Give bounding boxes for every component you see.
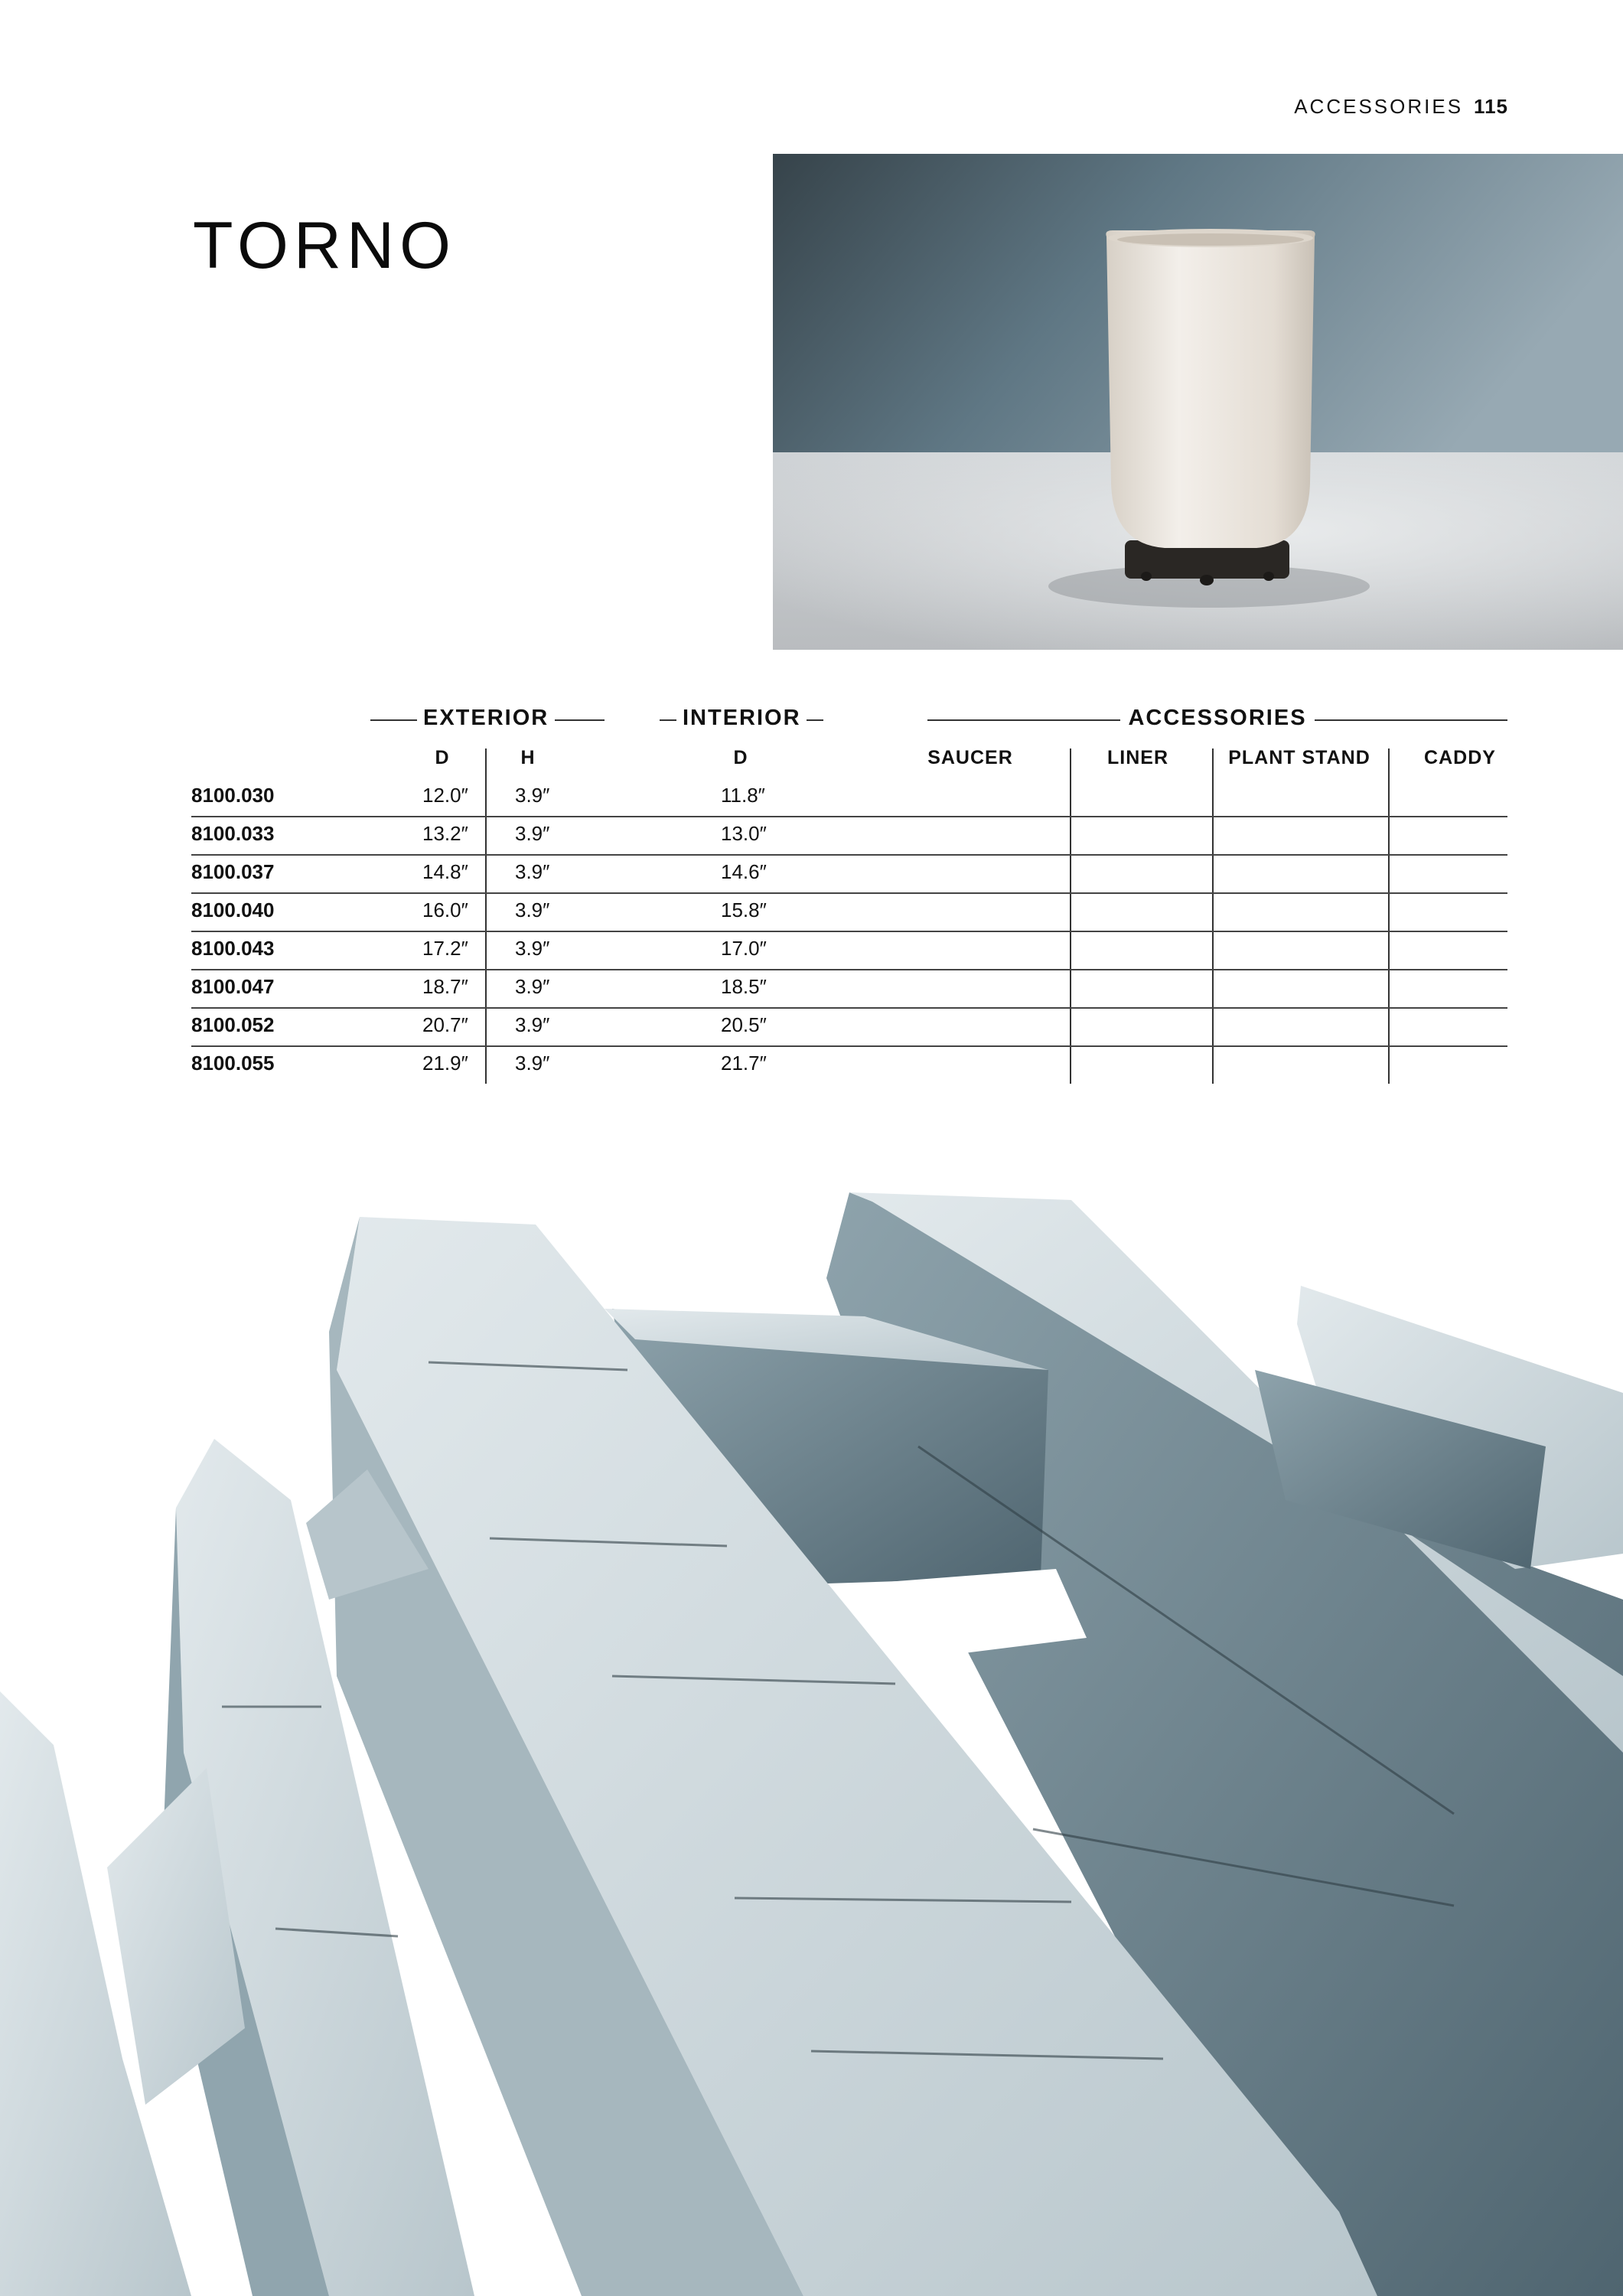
row-ext-h: 3.9″ (515, 784, 550, 807)
page-number: 115 (1474, 95, 1508, 118)
col-liner: LINER (1107, 747, 1168, 768)
col-ext-d: D (435, 747, 450, 768)
row-ext-h: 3.9″ (515, 822, 550, 845)
row-int-d: 20.5″ (721, 1013, 767, 1036)
col-divider (1212, 748, 1214, 1084)
col-int-d: D (733, 747, 748, 768)
col-divider (1070, 748, 1071, 1084)
row-code: 8100.037 (191, 860, 275, 883)
row-ext-h: 3.9″ (515, 1052, 550, 1075)
group-exterior: EXTERIOR (417, 706, 555, 731)
row-int-d: 14.6″ (721, 860, 767, 883)
product-photo (773, 154, 1623, 650)
row-ext-h: 3.9″ (515, 1013, 550, 1036)
row-divider (191, 892, 1507, 894)
row-ext-d: 20.7″ (422, 1013, 468, 1036)
row-divider (191, 1007, 1507, 1009)
spec-table (0, 689, 1623, 1102)
row-code: 8100.030 (191, 784, 275, 807)
row-code: 8100.040 (191, 899, 275, 921)
row-divider (191, 969, 1507, 970)
group-accessories: ACCESSORIES (1120, 706, 1315, 731)
row-int-d: 17.0″ (721, 937, 767, 960)
row-ext-h: 3.9″ (515, 975, 550, 998)
col-caddy: CADDY (1424, 747, 1496, 768)
row-ext-d: 14.8″ (422, 860, 468, 883)
row-ext-d: 18.7″ (422, 975, 468, 998)
row-int-d: 13.0″ (721, 822, 767, 845)
col-plant-stand: PLANT STAND (1228, 747, 1370, 768)
product-title: TORNO (193, 209, 456, 282)
running-header (1294, 95, 1508, 119)
row-divider (191, 854, 1507, 856)
row-divider (191, 816, 1507, 817)
row-code: 8100.052 (191, 1013, 275, 1036)
col-divider (1388, 748, 1390, 1084)
row-ext-h: 3.9″ (515, 899, 550, 921)
row-code: 8100.047 (191, 975, 275, 998)
row-ext-h: 3.9″ (515, 860, 550, 883)
architecture-photo (0, 1140, 1623, 2296)
row-divider (191, 1045, 1507, 1047)
planter-image (773, 154, 1623, 650)
col-ext-h: H (520, 747, 536, 768)
section-name: ACCESSORIES (1294, 95, 1464, 118)
group-interior: INTERIOR (676, 706, 807, 731)
row-int-d: 21.7″ (721, 1052, 767, 1075)
row-int-d: 11.8″ (721, 784, 765, 807)
row-ext-d: 13.2″ (422, 822, 468, 845)
row-code: 8100.043 (191, 937, 275, 960)
row-ext-d: 16.0″ (422, 899, 468, 921)
row-ext-d: 12.0″ (422, 784, 468, 807)
row-divider (191, 931, 1507, 932)
col-saucer: SAUCER (927, 747, 1013, 768)
col-divider (485, 748, 487, 1084)
row-int-d: 15.8″ (721, 899, 767, 921)
row-int-d: 18.5″ (721, 975, 767, 998)
row-ext-h: 3.9″ (515, 937, 550, 960)
row-ext-d: 17.2″ (422, 937, 468, 960)
concrete-sculpture-image (0, 1140, 1623, 2296)
row-ext-d: 21.9″ (422, 1052, 468, 1075)
row-code: 8100.055 (191, 1052, 275, 1075)
row-code: 8100.033 (191, 822, 275, 845)
